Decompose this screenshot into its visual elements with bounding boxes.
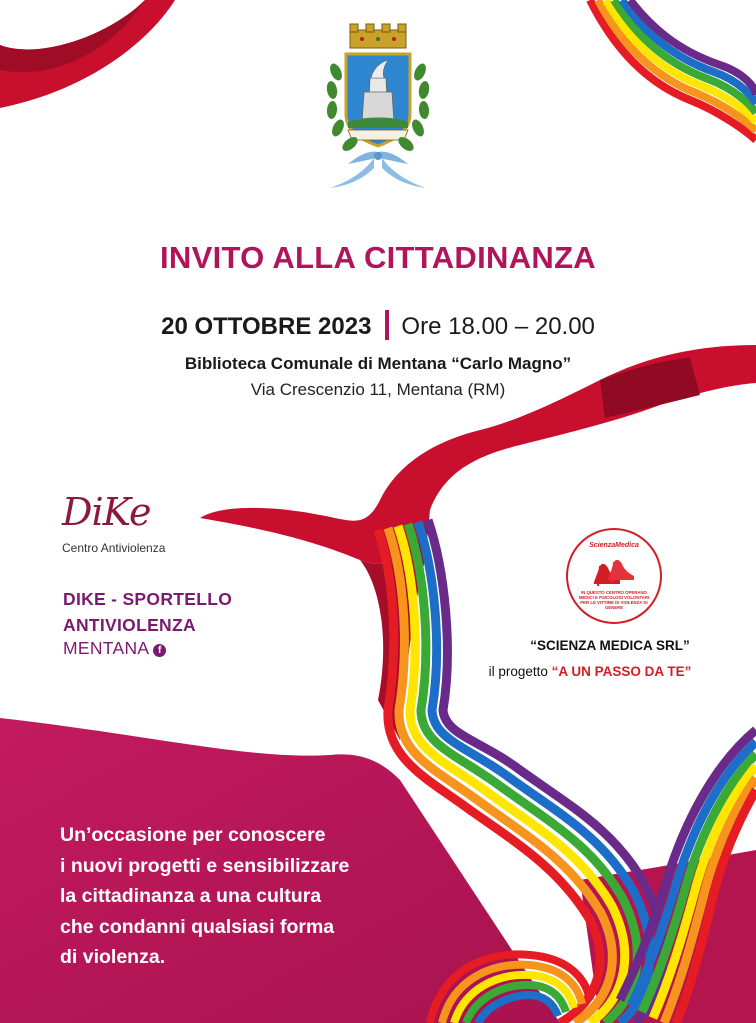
dike-name-line2: ANTIVIOLENZA [63,615,196,635]
ribbon-rainbow-top [590,0,756,140]
description-line: Un’occasione per conoscere [60,824,326,846]
scienza-medica-badge-text: IN QUESTO CENTRO OPERANO MEDICI E PSICOLOGI VOLONTARI PER LE VITTIME DI VIOLENZA DI GENERE [578,590,650,610]
facebook-icon[interactable]: f [153,644,166,657]
scienza-medica-badge [566,528,662,624]
description-line: la cittadinanza a una cultura [60,885,322,907]
project-prefix: il progetto [488,664,548,679]
event-address: Via Crescenzio 11, Mentana (RM) [250,380,506,399]
mentana-crest-icon [318,22,438,194]
scienza-medica-company-name: “SCIENZA MEDICA SRL” [530,638,690,653]
dike-logo-text: DiKe [62,490,151,534]
dike-logo [60,490,230,565]
dike-name [63,586,232,638]
dike-name-line1: DIKE - SPORTELLO [63,589,233,609]
scienza-medica-badge-title: ScienzaMedica [589,542,639,549]
dike-town-label: MENTANA [63,638,150,658]
description-line: i nuovi progetti e sensibilizzare [60,854,350,877]
project-name: “A UN PASSO DA TE” [551,664,692,679]
event-description [60,820,420,973]
scienza-medica-company [470,638,750,653]
scienza-medica-project [440,664,740,679]
dike-town [63,638,166,659]
dike-logo-subtitle: Centro Antiviolenza [62,541,166,555]
event-time: Ore 18.00 – 20.00 [401,313,595,340]
description-line: che condanni qualsiasi forma [60,915,335,938]
red-shoes-icon [590,552,638,588]
event-venue: Biblioteca Comunale di Mentana “Carlo Magno” [184,354,572,373]
event-date-time [0,310,756,341]
separator-bar [385,310,389,340]
invitation-title: INVITO ALLA CITTADINANZA [160,240,596,275]
event-date: 20 OTTOBRE 2023 [161,313,372,340]
description-line: di violenza. [60,946,166,968]
